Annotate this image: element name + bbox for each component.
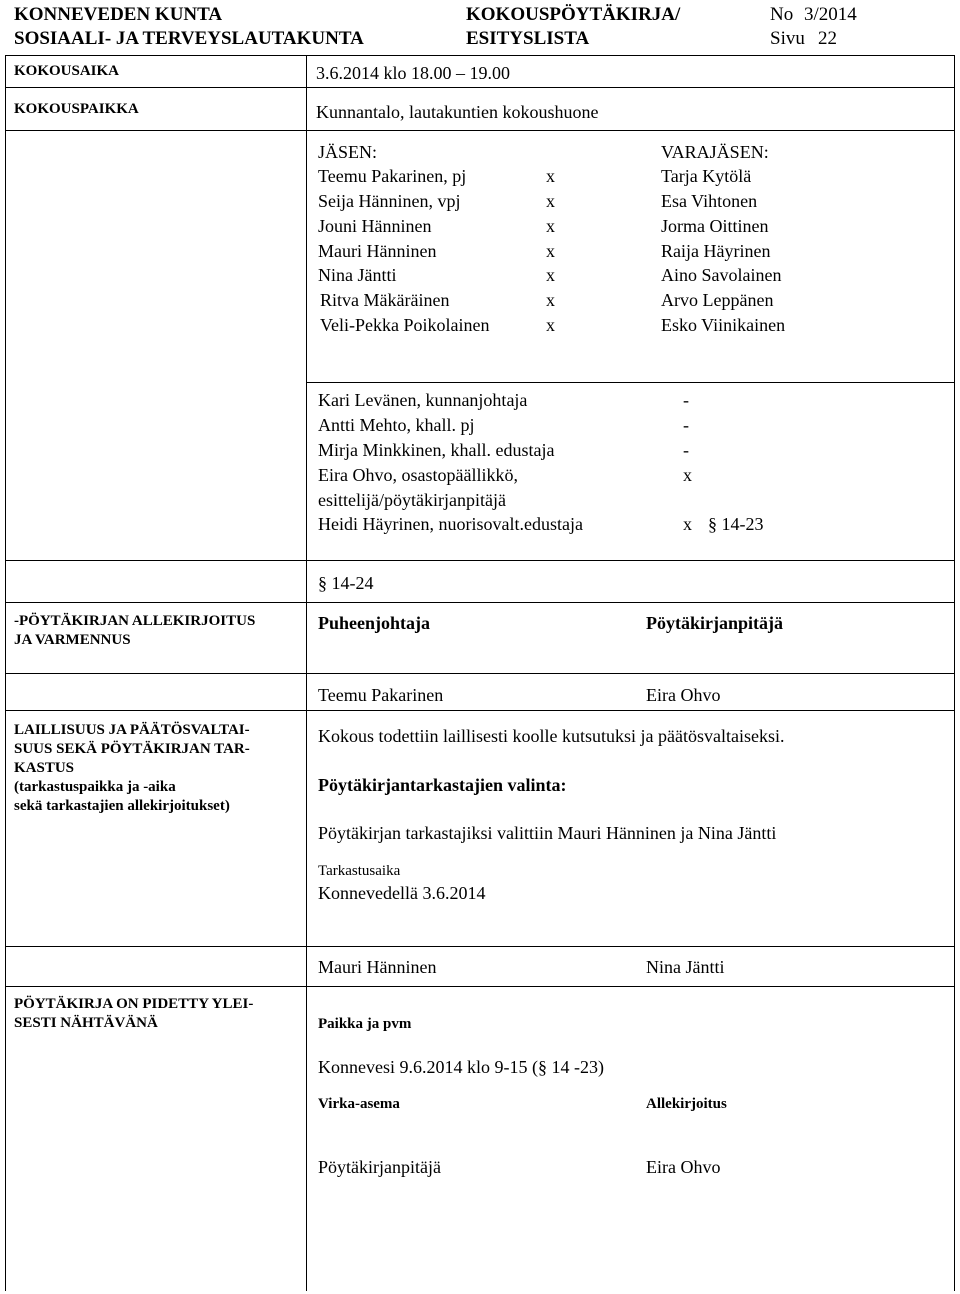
page-number: 22 <box>818 28 837 49</box>
row-rule-signatures <box>5 673 955 674</box>
row-rule-inspectors <box>5 986 955 987</box>
display-place-label: Paikka ja pvm <box>318 1016 412 1032</box>
legality-label-cont: sekä tarkastajien allekirjoitukset) <box>14 798 230 814</box>
row-rule-members <box>306 382 955 383</box>
other-attendee-mark: - <box>683 415 689 435</box>
deputy-header: VARAJÄSEN: <box>661 142 769 162</box>
other-attendee: Heidi Häyrinen, nuorisovalt.edustaja <box>318 514 583 534</box>
deputy-name: Esa Vihtonen <box>661 191 758 211</box>
deputy-name: Aino Savolainen <box>661 265 782 285</box>
deputy-name: Raija Häyrinen <box>661 241 771 261</box>
secretary-title: Pöytäkirjanpitäjä <box>646 613 783 633</box>
quorum-statement: Kokous todettiin laillisesti koolle kutsutuksi ja päätösvaltaiseksi. <box>318 726 785 746</box>
inspectors-statement: Pöytäkirjan tarkastajiksi valittiin Mauri Hänninen ja Nina Jäntti <box>318 823 777 843</box>
signature-section-label: -PÖYTÄKIRJAN ALLEKIRJOITUS <box>14 613 256 629</box>
signature-section-label-cont: JA VARMENNUS <box>14 632 131 648</box>
meeting-place: Kunnantalo, lautakuntien kokoushuone <box>316 102 599 122</box>
inspectors-heading: Pöytäkirjantarkastajien valinta: <box>318 775 567 795</box>
signature-section-range: § 14-24 <box>318 573 374 593</box>
member-present-mark: x <box>546 216 555 236</box>
other-attendee-mark: x <box>683 465 692 485</box>
display-label-cont: SESTI NÄHTÄVÄNÄ <box>14 1015 158 1031</box>
position-value: Pöytäkirjanpitäjä <box>318 1157 441 1177</box>
meeting-place-label: KOKOUSPAIKKA <box>14 101 139 117</box>
row-rule-place <box>5 130 955 131</box>
signature-label: Allekirjoitus <box>646 1096 727 1112</box>
other-attendee: Mirja Minkkinen, khall. edustaja <box>318 440 555 460</box>
row-rule-signature-names <box>5 710 955 711</box>
org-name: KONNEVEDEN KUNTA <box>14 4 223 25</box>
member-name: Nina Jäntti <box>318 265 397 285</box>
deputy-name: Jorma Oittinen <box>661 216 769 236</box>
member-name: Mauri Hänninen <box>318 241 437 261</box>
row-rule-time <box>5 87 955 88</box>
other-attendee: Antti Mehto, khall. pj <box>318 415 475 435</box>
member-name: Jouni Hänninen <box>318 216 432 236</box>
attendance-section-range: § 14-23 <box>708 514 764 534</box>
legality-label-cont: (tarkastuspaikka ja -aika <box>14 779 176 795</box>
doc-number-label: No <box>770 4 794 25</box>
member-present-mark: x <box>546 166 555 186</box>
member-present-mark: x <box>546 265 555 285</box>
other-attendee: Eira Ohvo, osastopäällikkö, <box>318 465 518 485</box>
inspector-name: Nina Jäntti <box>646 957 725 977</box>
member-present-mark: x <box>546 191 555 211</box>
signature-value: Eira Ohvo <box>646 1157 721 1177</box>
member-present-mark: x <box>546 315 555 335</box>
meeting-time-label: KOKOUSAIKA <box>14 63 120 79</box>
inspector-name: Mauri Hänninen <box>318 957 437 977</box>
member-header: JÄSEN: <box>318 142 378 162</box>
doc-type-line1: KOKOUSPÖYTÄKIRJA/ <box>466 4 681 25</box>
other-attendee-mark: - <box>683 390 689 410</box>
deputy-name: Arvo Leppänen <box>661 290 774 310</box>
chair-name: Teemu Pakarinen <box>318 685 444 705</box>
other-attendee: Kari Levänen, kunnanjohtaja <box>318 390 528 410</box>
inspection-time-label: Tarkastusaika <box>318 863 401 879</box>
member-name: Teemu Pakarinen, pj <box>318 166 467 186</box>
meeting-time: 3.6.2014 klo 18.00 – 19.00 <box>316 63 511 83</box>
member-name: Ritva Mäkäräinen <box>320 290 450 310</box>
other-attendee-role: esittelijä/pöytäkirjanpitäjä <box>318 490 506 510</box>
member-present-mark: x <box>546 241 555 261</box>
member-present-mark: x <box>546 290 555 310</box>
row-rule-legality <box>5 946 955 947</box>
chair-title: Puheenjohtaja <box>318 613 430 633</box>
other-attendee-mark: - <box>683 440 689 460</box>
deputy-name: Tarja Kytölä <box>661 166 752 186</box>
board-name: SOSIAALI- JA TERVEYSLAUTAKUNTA <box>14 28 364 49</box>
member-name: Veli-Pekka Poikolainen <box>320 315 490 335</box>
legality-label-cont: SUUS SEKÄ PÖYTÄKIRJAN TAR- <box>14 741 250 757</box>
secretary-name: Eira Ohvo <box>646 685 721 705</box>
deputy-name: Esko Viinikainen <box>661 315 786 335</box>
row-rule-others <box>5 560 955 561</box>
legality-label: LAILLISUUS JA PÄÄTÖSVALTAI- <box>14 722 250 738</box>
other-attendee-mark: x <box>683 514 692 534</box>
top-rule <box>5 55 955 56</box>
position-label: Virka-asema <box>318 1096 400 1112</box>
legality-label-cont: KASTUS <box>14 760 75 776</box>
inspection-time: Konnevedellä 3.6.2014 <box>318 883 486 903</box>
page-label: Sivu <box>770 28 805 49</box>
doc-type-line2: ESITYSLISTA <box>466 28 590 49</box>
doc-number: 3/2014 <box>804 4 857 25</box>
display-place-date: Konnevesi 9.6.2014 klo 9-15 (§ 14 -23) <box>318 1057 604 1077</box>
row-rule-section <box>5 602 955 603</box>
member-name: Seija Hänninen, vpj <box>318 191 461 211</box>
display-label: PÖYTÄKIRJA ON PIDETTY YLEI- <box>14 996 254 1012</box>
